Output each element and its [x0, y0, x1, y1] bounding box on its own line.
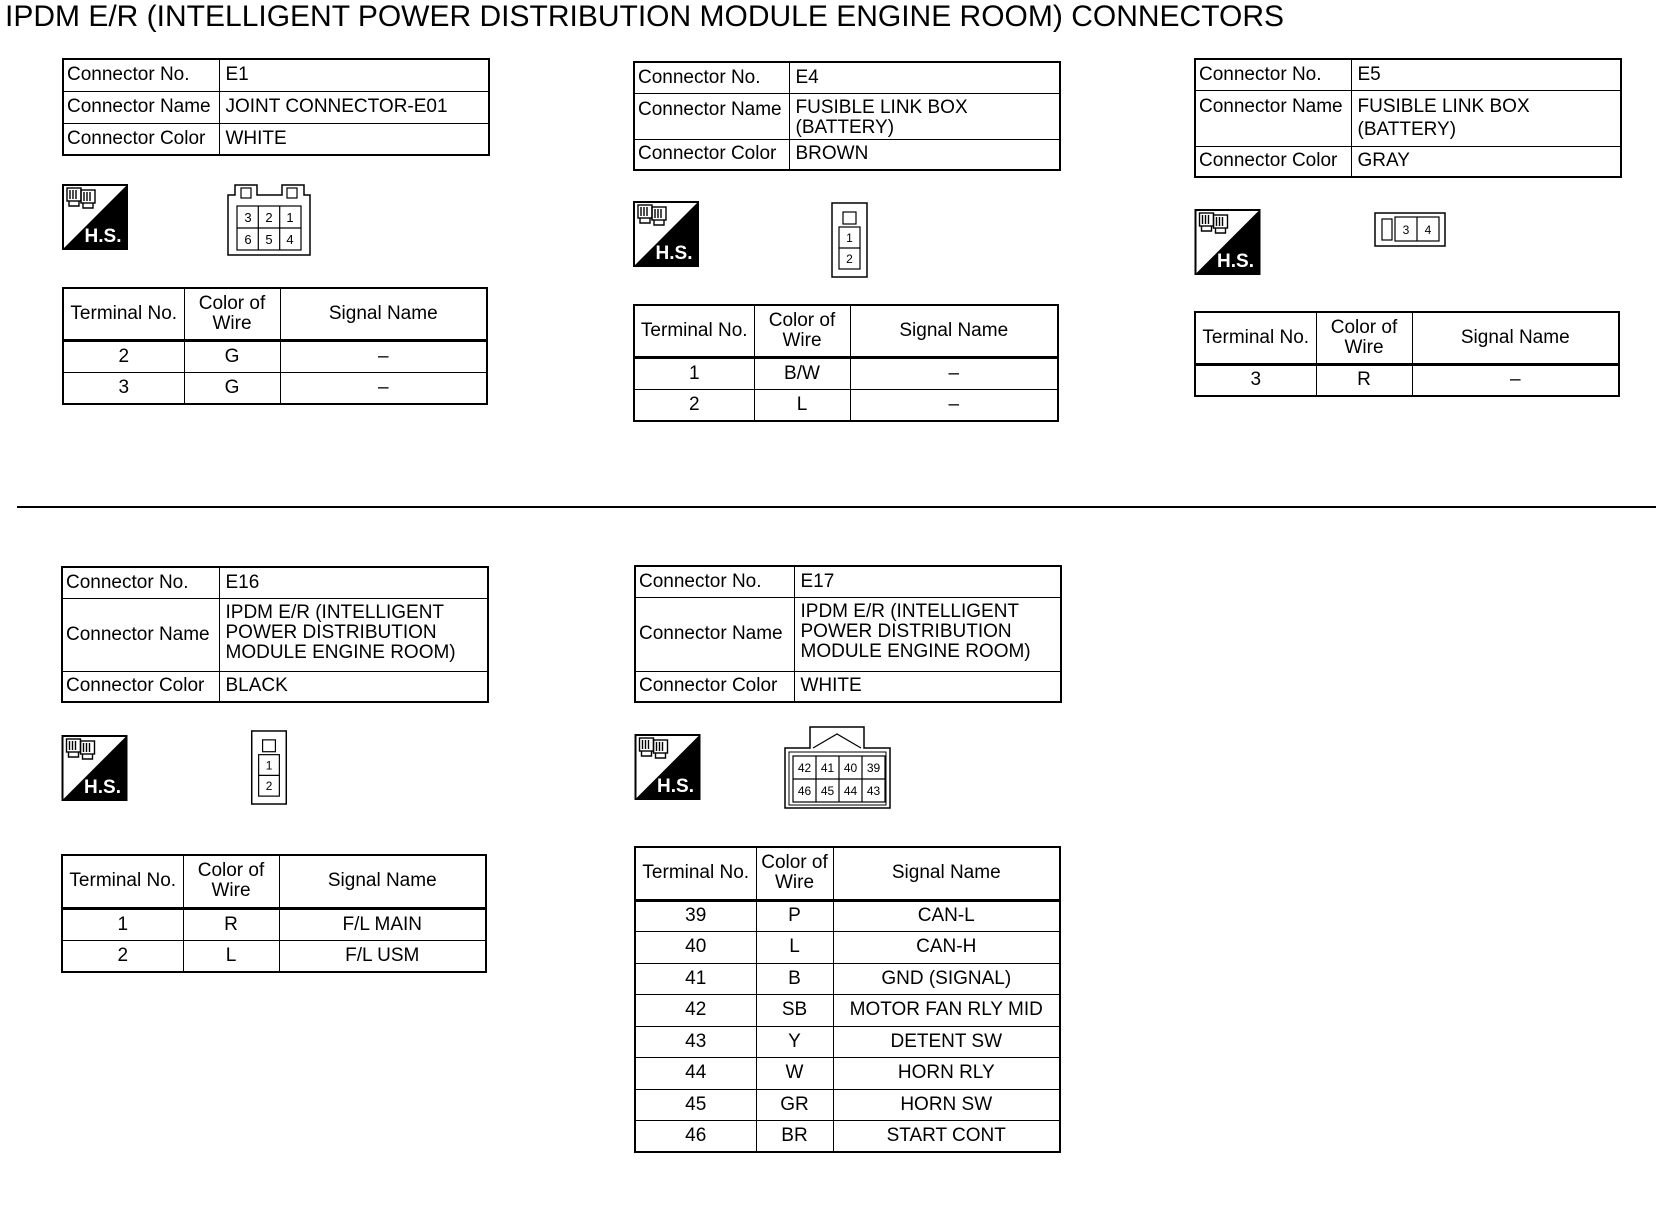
- connector-name-label: Connector Name: [635, 597, 794, 671]
- signal-name-header: Signal Name: [833, 847, 1060, 900]
- connector-name-label: Connector Name: [634, 93, 789, 139]
- page-title: IPDM E/R (INTELLIGENT POWER DISTRIBUTION MODULE ENGINE ROOM) CONNECTORS: [5, 0, 1284, 33]
- table-row: [63, 372, 487, 404]
- connector-name-value: [219, 91, 489, 123]
- wire-color-cell: GR: [756, 1089, 833, 1121]
- wire-color-header-line: Wire: [211, 880, 251, 902]
- connector-color-label: Connector Color: [634, 139, 789, 170]
- wire-color-cell: R: [183, 908, 279, 940]
- pin-label: 1: [286, 210, 294, 225]
- connector-color-value: BLACK: [219, 671, 488, 702]
- signal-name-header: Signal Name: [850, 305, 1058, 357]
- connector-no-value: E4: [789, 62, 1060, 93]
- connector-name-value: [794, 597, 1061, 671]
- signal-name-cell: HORN RLY: [833, 1058, 1060, 1090]
- pin-label: 39: [866, 761, 881, 775]
- harness-side-icon: [633, 201, 699, 267]
- table-row: [635, 1026, 1060, 1058]
- pin-label: 6: [244, 232, 252, 247]
- wire-color-header-line: Color of: [761, 852, 828, 874]
- wire-color-cell: BR: [756, 1121, 833, 1153]
- pin-label: 4: [286, 232, 294, 247]
- terminal-no-header: Terminal No.: [1195, 312, 1316, 364]
- pin-label: 1: [265, 758, 273, 773]
- terminal-no-cell: 2: [63, 340, 184, 372]
- table-row: [634, 357, 1058, 389]
- terminal-no-cell: 3: [1195, 364, 1316, 396]
- pin-label: 1: [846, 231, 853, 245]
- connector-name-label: Connector Name: [62, 598, 219, 671]
- connector-face-diagram: [831, 202, 868, 278]
- pin-label: 3: [1402, 223, 1410, 237]
- connector-info-table: [634, 565, 1062, 703]
- terminal-table: [1194, 311, 1620, 397]
- connector-name-line: IPDM E/R (INTELLIGENT: [225, 601, 445, 623]
- signal-name-cell: F/L MAIN: [279, 908, 486, 940]
- connector-color-label: Connector Color: [62, 671, 219, 702]
- pin-label: 2: [265, 210, 273, 225]
- connector-name-line: FUSIBLE LINK BOX: [795, 96, 968, 118]
- signal-name-cell: HORN SW: [833, 1089, 1060, 1121]
- connector-no-value: E1: [219, 59, 489, 91]
- signal-name-cell: MOTOR FAN RLY MID: [833, 995, 1060, 1027]
- signal-name-cell: –: [850, 389, 1058, 421]
- connector-color-value: WHITE: [794, 671, 1061, 702]
- table-row: [635, 900, 1060, 932]
- harness-side-icon: [62, 184, 128, 250]
- terminal-no-header: Terminal No.: [62, 855, 183, 908]
- connector-color-label: Connector Color: [1195, 146, 1351, 177]
- wire-color-cell: B/W: [754, 357, 850, 389]
- connector-name-line: IPDM E/R (INTELLIGENT: [800, 600, 1020, 622]
- wire-color-header-line: Wire: [1344, 336, 1384, 358]
- pin-label: 42: [797, 761, 812, 775]
- connector-name-value: [1351, 90, 1621, 146]
- signal-name-cell: CAN-L: [833, 900, 1060, 932]
- signal-name-cell: –: [1412, 364, 1619, 396]
- terminal-no-cell: 39: [635, 900, 756, 932]
- pin-label: 43: [866, 784, 881, 798]
- connector-name-line: MODULE ENGINE ROOM): [225, 641, 456, 663]
- terminal-no-cell: 2: [62, 940, 183, 972]
- connector-info-table: [61, 566, 489, 703]
- signal-name-header: Signal Name: [280, 288, 487, 340]
- hs-label: H.S.: [84, 226, 122, 247]
- hs-label: H.S.: [84, 777, 121, 798]
- signal-name-cell: F/L USM: [279, 940, 486, 972]
- connector-name-value: [219, 598, 488, 671]
- wire-color-cell: W: [756, 1058, 833, 1090]
- connector-color-value: GRAY: [1351, 146, 1621, 177]
- connector-no-label: Connector No.: [62, 567, 219, 598]
- wire-color-header-line: Wire: [774, 872, 815, 894]
- connector-info-table: [1194, 58, 1622, 178]
- pin-label: 2: [846, 252, 853, 266]
- connector-no-label: Connector No.: [634, 62, 789, 93]
- connector-no-value: E16: [219, 567, 488, 598]
- connector-name-label: Connector Name: [63, 91, 219, 123]
- pin-label: 44: [843, 784, 858, 798]
- connector-color-value: BROWN: [789, 139, 1060, 170]
- connector-name-line: (BATTERY): [1357, 118, 1457, 140]
- harness-side-icon: [634, 734, 701, 800]
- hs-label: H.S.: [655, 243, 693, 264]
- pin-label: 40: [843, 761, 858, 775]
- terminal-no-cell: 44: [635, 1058, 756, 1090]
- table-row: [635, 1121, 1060, 1153]
- wire-color-header: [183, 855, 279, 908]
- table-row: [62, 940, 486, 972]
- terminal-no-cell: 1: [62, 908, 183, 940]
- table-row: [1195, 364, 1619, 396]
- terminal-no-cell: 2: [634, 389, 754, 421]
- terminal-no-cell: 3: [63, 372, 184, 404]
- terminal-table: [633, 304, 1059, 422]
- pin-label: 46: [797, 784, 812, 798]
- hs-label: H.S.: [1217, 251, 1254, 272]
- table-row: [634, 389, 1058, 421]
- connector-no-label: Connector No.: [1195, 59, 1351, 90]
- wire-color-header: [1316, 312, 1412, 364]
- terminal-no-cell: 45: [635, 1089, 756, 1121]
- signal-name-header: Signal Name: [279, 855, 486, 908]
- wire-color-header: [754, 305, 850, 357]
- table-row: [635, 995, 1060, 1027]
- connector-no-value: E5: [1351, 59, 1621, 90]
- table-row: [635, 963, 1060, 995]
- harness-side-icon: [1194, 209, 1261, 275]
- wire-color-header: [756, 847, 833, 900]
- signal-name-cell: –: [280, 340, 487, 372]
- wire-color-header-line: Color of: [198, 292, 266, 314]
- connector-face-diagram: [227, 184, 311, 256]
- connector-info-table: [633, 61, 1061, 171]
- signal-name-cell: CAN-H: [833, 932, 1060, 964]
- wire-color-cell: G: [184, 340, 280, 372]
- terminal-table: [61, 854, 487, 973]
- terminal-no-cell: 43: [635, 1026, 756, 1058]
- wire-color-cell: SB: [756, 995, 833, 1027]
- wire-color-header: [184, 288, 280, 340]
- connector-no-label: Connector No.: [635, 566, 794, 597]
- signal-name-cell: START CONT: [833, 1121, 1060, 1153]
- connector-name-line: JOINT CONNECTOR-E01: [225, 96, 448, 117]
- table-row: [635, 932, 1060, 964]
- pin-label: 5: [265, 232, 273, 247]
- section-divider: [17, 506, 1656, 508]
- table-row: [635, 1058, 1060, 1090]
- terminal-table: [62, 287, 488, 405]
- signal-name-cell: DETENT SW: [833, 1026, 1060, 1058]
- connector-color-label: Connector Color: [63, 123, 219, 155]
- signal-name-cell: –: [850, 357, 1058, 389]
- table-row: [63, 340, 487, 372]
- pin-label: 45: [820, 784, 835, 798]
- connector-name-label: Connector Name: [1195, 90, 1351, 146]
- wire-color-cell: B: [756, 963, 833, 995]
- connector-face-diagram: [784, 726, 891, 809]
- wire-color-cell: Y: [756, 1026, 833, 1058]
- harness-side-icon: [61, 735, 128, 801]
- wire-color-header-line: Wire: [782, 329, 822, 351]
- pin-label: 4: [1424, 223, 1432, 237]
- terminal-no-cell: 40: [635, 932, 756, 964]
- wire-color-header-line: Color of: [768, 309, 836, 331]
- terminal-no-cell: 46: [635, 1121, 756, 1153]
- connector-name-value: [789, 93, 1060, 139]
- wire-color-cell: G: [184, 372, 280, 404]
- table-row: [62, 908, 486, 940]
- connector-name-line: POWER DISTRIBUTION: [800, 620, 1012, 642]
- table-row: [635, 1089, 1060, 1121]
- connector-no-value: E17: [794, 566, 1061, 597]
- wire-color-cell: R: [1316, 364, 1412, 396]
- signal-name-header: Signal Name: [1412, 312, 1619, 364]
- terminal-no-header: Terminal No.: [634, 305, 754, 357]
- terminal-table: [634, 846, 1061, 1153]
- connector-name-line: FUSIBLE LINK BOX: [1357, 95, 1530, 117]
- wire-color-cell: L: [183, 940, 279, 972]
- terminal-no-cell: 41: [635, 963, 756, 995]
- connector-name-line: POWER DISTRIBUTION: [225, 621, 437, 643]
- connector-face-diagram: [250, 730, 288, 805]
- connector-name-line: (BATTERY): [795, 116, 895, 138]
- wire-color-cell: L: [756, 932, 833, 964]
- wire-color-cell: P: [756, 900, 833, 932]
- terminal-no-header: Terminal No.: [63, 288, 184, 340]
- wire-color-cell: L: [754, 389, 850, 421]
- connector-color-label: Connector Color: [635, 671, 794, 702]
- hs-label: H.S.: [657, 776, 694, 797]
- wire-color-header-line: Color of: [197, 860, 265, 882]
- connector-name-line: MODULE ENGINE ROOM): [800, 640, 1031, 662]
- wire-color-header-line: Wire: [212, 312, 252, 334]
- terminal-no-cell: 1: [634, 357, 754, 389]
- signal-name-cell: GND (SIGNAL): [833, 963, 1060, 995]
- connector-info-table: [62, 58, 490, 156]
- terminal-no-header: Terminal No.: [635, 847, 756, 900]
- wire-color-header-line: Color of: [1330, 316, 1398, 338]
- pin-label: 2: [265, 779, 273, 794]
- terminal-no-cell: 42: [635, 995, 756, 1027]
- connector-color-value: WHITE: [219, 123, 489, 155]
- signal-name-cell: –: [280, 372, 487, 404]
- connector-no-label: Connector No.: [63, 59, 219, 91]
- pin-label: 3: [244, 210, 252, 225]
- connector-face-diagram: [1374, 212, 1446, 247]
- pin-label: 41: [820, 761, 835, 775]
